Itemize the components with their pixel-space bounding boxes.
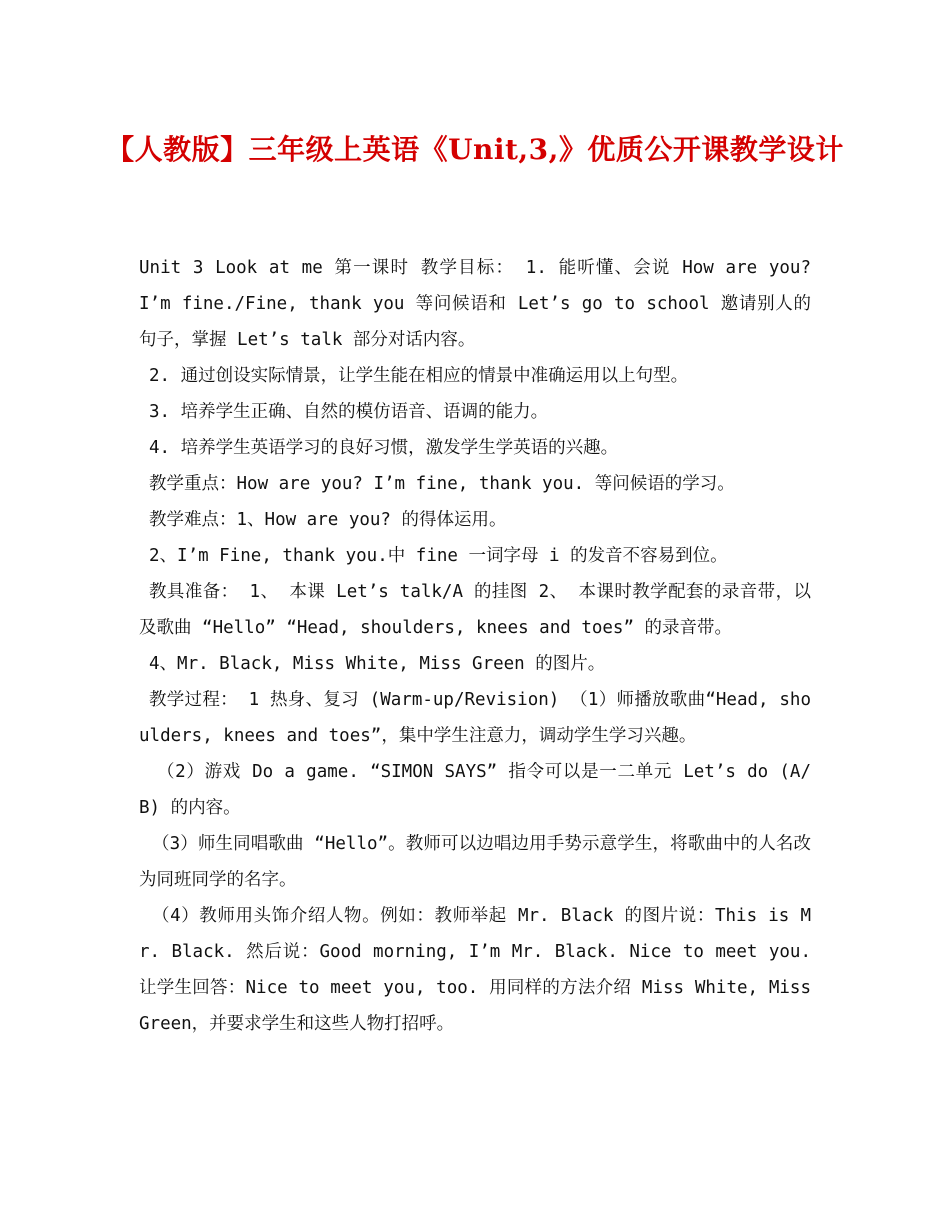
- paragraph-difficulties: 教学难点：1、How are you? 的得体运用。: [149, 510, 507, 530]
- paragraph-materials: 教具准备： 1、 本课 Let’s talk/A 的挂图 2、 本课时教学配套的录音带，以及歌曲 “Hello” “Head, shoulders, knees and toes” 的录音带。: [139, 582, 811, 638]
- paragraph-key-points: 教学重点：How are you? I’m fine, thank you. 等问候语的学习。: [149, 474, 735, 494]
- paragraph-materials-4: 4、Mr. Black, Miss White, Miss Green 的图片。: [149, 654, 606, 674]
- paragraph-step-2: （2）游戏 Do a game. “SIMON SAYS” 指令可以是一二单元 Let’s do (A/B) 的内容。: [139, 762, 811, 818]
- paragraph-process: 教学过程： 1 热身、复习 (Warm-up/Revision) （1）师播放歌曲“Head, shoulders, knees and toes”，集中学生注意力，调动学生学习兴趣。: [139, 690, 811, 746]
- paragraph-difficulty-2: 2、I’m Fine, thank you.中 fine 一词字母 i 的发音不容易到位。: [149, 546, 728, 566]
- paragraph-objective-4: 4. 培养学生英语学习的良好习惯，激发学生学英语的兴趣。: [149, 438, 619, 458]
- paragraph-objective-2: 2. 通过创设实际情景，让学生能在相应的情景中准确运用以上句型。: [149, 366, 689, 386]
- paragraph-objective-3: 3. 培养学生正确、自然的模仿语音、语调的能力。: [149, 402, 549, 422]
- document-body: [139, 250, 811, 1042]
- paragraph-step-3: （3）师生同唱歌曲 “Hello”。教师可以边唱边用手势示意学生，将歌曲中的人名改为同班同学的名字。: [139, 834, 811, 890]
- paragraph-step-4: （4）教师用头饰介绍人物。例如：教师举起 Mr. Black 的图片说：This is Mr. Black. 然后说：Good morning, I’m Mr. Black. Nice to meet you. 让学生回答：Nice to meet you, too. 用同样的方法介绍 Miss White, Miss Green，并要求学生和这些人物打招呼。: [139, 906, 811, 1034]
- paragraph-objectives: Unit 3 Look at me 第一课时 教学目标： 1. 能听懂、会说 How are you? I’m fine./Fine, thank you 等问候语和 Let’s go to school 邀请别人的句子，掌握 Let’s talk 部分对话内容。: [139, 258, 811, 350]
- document-title: 【人教版】三年级上英语《Unit,3,》优质公开课教学设计: [106, 133, 844, 166]
